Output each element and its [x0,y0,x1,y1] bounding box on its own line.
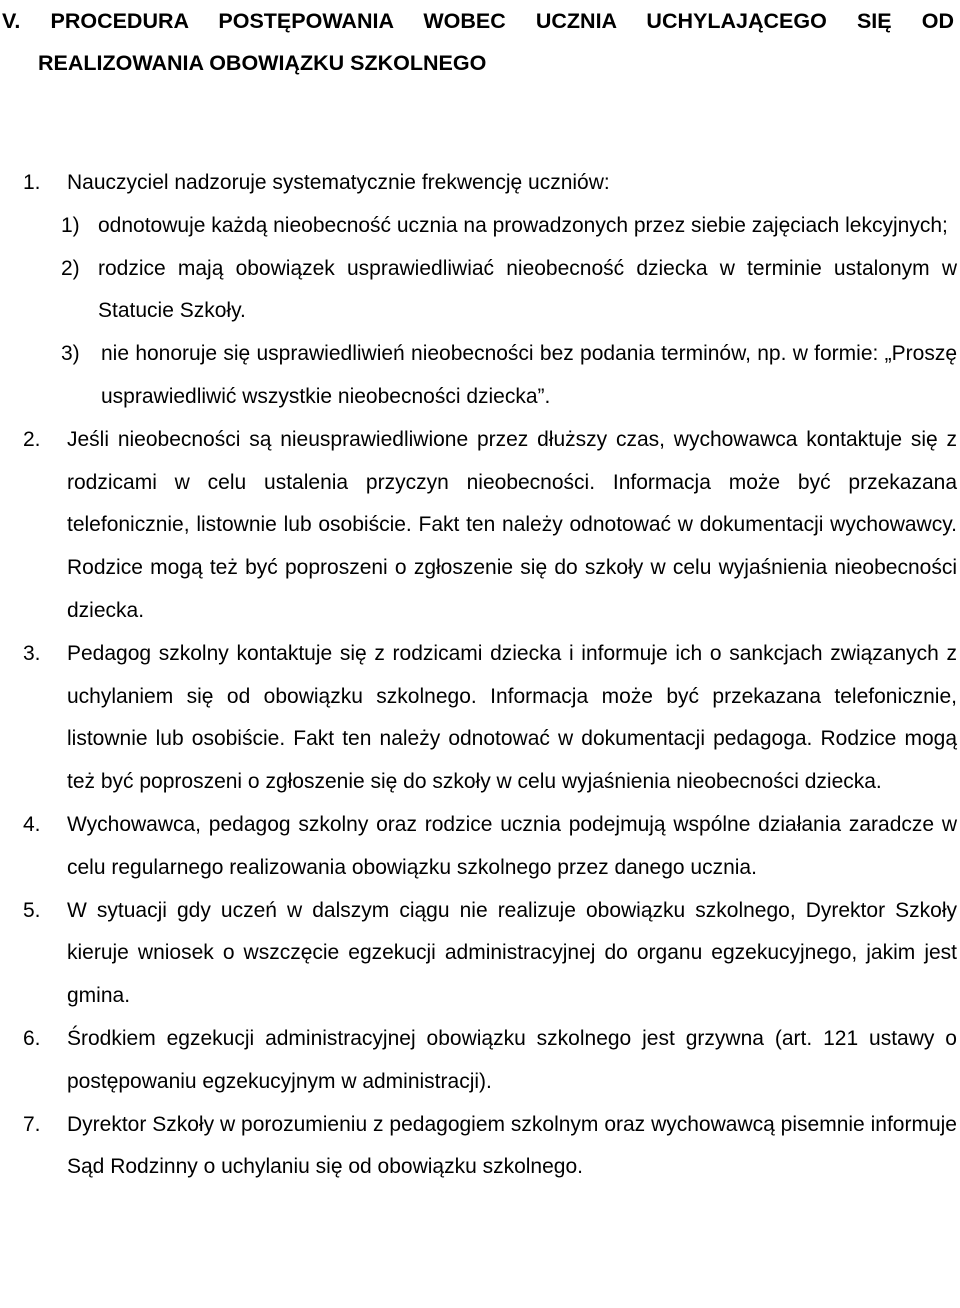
section-heading-line-2: REALIZOWANIA OBOWIĄZKU SZKOLNEGO [38,51,487,75]
list-item-text: W sytuacji gdy uczeń w dalszym ciągu nie realizuje obowiązku szkolnego, Dyrektor Szkoły kieruje wniosek o wszczęcie egzekucji administracyjnej do organu egzekucyjnego, jakim jest gmina. [67,898,957,1008]
sub-list-item-number: 3) [61,342,80,366]
sub-list-item-text: odnotowuje każdą nieobecność ucznia na prowadzonych przez siebie zajęciach lekcyjnych; [98,213,948,237]
list-item-number: 6. [23,1026,41,1050]
section-heading-line-1: V. PROCEDURA POSTĘPOWANIA WOBEC UCZNIA UCHYLAJĄCEGO SIĘ OD [2,9,954,33]
sub-list-item-text: nie honoruje się usprawiedliwień nieobecności bez podania terminów, np. w formie: „Proszę usprawiedliwić wszystkie nieobecności dziecka”. [101,342,957,408]
sub-list-item-number: 2) [61,256,80,280]
section-heading [0,0,960,84]
list-item-6 [0,1018,960,1104]
list-item-number: 5. [23,898,41,922]
sub-list [61,205,957,419]
list-item-text: Pedagog szkolny kontaktuje się z rodzicami dziecka i informuje ich o sankcjach związanych z uchylaniem się od obowiązku szkolnego. Informacja może być przekazana telefonicznie, listownie lub osobiście. Fakt ten należy odnotować w dokumentacji pedagoga. Rodzice mogą też być poproszeni o zgłoszenie się do szkoły w celu wyjaśnienia nieobecności dziecka. [67,641,957,794]
list-item-number: 7. [23,1112,41,1136]
list-item-number: 4. [23,812,41,836]
sub-list-item-number: 1) [61,213,80,237]
list-item-text: Jeśli nieobecności są nieusprawiedliwione przez dłuższy czas, wychowawca kontaktuje się z rodzicami w celu ustalenia przyczyn nieobecności. Informacja może być przekazana telefonicznie, listownie lub osobiście. Fakt ten należy odnotować w dokumentacji wychowawcy. Rodzice mogą też być poproszeni o zgłoszenie się do szkoły w celu wyjaśnienia nieobecności dziecka. [67,427,957,622]
list-item-4 [0,804,960,890]
list-item-5 [0,890,960,1018]
list-item-text: Dyrektor Szkoły w porozumieniu z pedagogiem szkolnym oraz wychowawcą pisemnie informuje Sąd Rodzinny o uchylaniu się od obowiązku szkolnego. [67,1112,957,1179]
sub-list-item-3 [61,333,957,419]
list-item-1 [0,162,960,419]
list-item-text: Wychowawca, pedagog szkolny oraz rodzice ucznia podejmują wspólne działania zaradcze w celu regularnego realizowania obowiązku szkolnego przez danego ucznia. [67,812,957,879]
list-item-3 [0,633,960,804]
list-item-2 [0,419,960,633]
list-item-7 [0,1104,960,1190]
list-item-number: 1. [23,171,41,194]
procedure-list [0,162,960,1189]
list-item-number: 3. [23,641,41,665]
sub-list-item-2 [61,248,957,334]
list-item-number: 2. [23,427,41,451]
sub-list-item-text: rodzice mają obowiązek usprawiedliwiać nieobecność dziecka w terminie ustalonym w Statucie Szkoły. [98,256,957,323]
sub-list-item-1 [61,205,957,248]
list-item-text: Środkiem egzekucji administracyjnej obowiązku szkolnego jest grzywna (art. 121 ustawy o postępowaniu egzekucyjnym w administracji). [67,1026,957,1093]
list-item-text: Nauczyciel nadzoruje systematycznie frekwencję uczniów: [67,171,610,194]
